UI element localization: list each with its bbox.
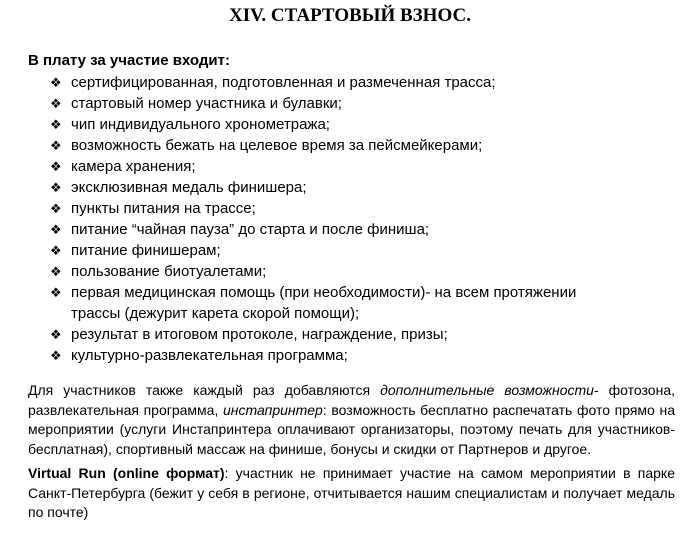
list-item [0, 261, 611, 282]
list-item [0, 177, 611, 198]
diamond-bullet-icon: ❖ [50, 222, 62, 237]
list-item [0, 135, 611, 156]
diamond-bullet-icon: ❖ [50, 180, 62, 195]
list-item [0, 198, 611, 219]
list-item-text: питание финишерам; [71, 242, 221, 259]
list-item-text: результат в итоговом протоколе, награждение, призы; [71, 326, 448, 343]
list-item-text: пункты питания на трассе; [71, 200, 256, 217]
list-item-text: стартовый номер участника и булавки; [71, 95, 342, 112]
diamond-bullet-icon: ❖ [50, 96, 62, 111]
list-item [0, 93, 611, 114]
diamond-bullet-icon: ❖ [50, 327, 62, 342]
diamond-bullet-icon: ❖ [50, 75, 62, 90]
includes-list [0, 72, 700, 366]
list-item [0, 282, 611, 324]
includes-title: В плату за участие входит: [28, 52, 230, 69]
list-item [0, 240, 611, 261]
virtual-run-label: Virtual Run (online формат) [28, 465, 225, 481]
list-item [0, 324, 611, 345]
extra-emphasis-2: инстапринтер [223, 401, 323, 418]
diamond-bullet-icon: ❖ [50, 264, 62, 279]
diamond-bullet-icon: ❖ [50, 117, 62, 132]
list-item [0, 156, 611, 177]
extra-text-1: Для участников также каждый раз добавляются [28, 382, 381, 398]
list-item [0, 219, 611, 240]
diamond-bullet-icon: ❖ [50, 201, 62, 216]
list-item-text: пользование биотуалетами; [71, 263, 267, 280]
extra-text-2: - фотозона, развлекательная программа, [28, 382, 675, 418]
section-heading: XIV. СТАРТОВЫЙ ВЗНОС. [229, 5, 471, 26]
list-item-text: камера хранения; [71, 158, 196, 175]
diamond-bullet-icon: ❖ [50, 285, 62, 300]
extra-emphasis-1: дополнительные возможности [380, 382, 594, 398]
list-item [0, 72, 611, 93]
diamond-bullet-icon: ❖ [50, 243, 62, 258]
list-item-text: чип индивидуального хронометража; [71, 116, 330, 133]
diamond-bullet-icon: ❖ [50, 159, 62, 174]
virtual-run-text: : участник не принимает участие на самом мероприятии в парке Санкт-Петербурга (бежит у себя в регионе, отчитывается нашим специалистам и получает медаль по почте) [28, 465, 675, 520]
list-item-text: питание “чайная пауза” до старта и после финиша; [71, 221, 430, 238]
list-item [0, 345, 611, 366]
extra-text-3: : возможность бесплатно распечатать фото прямо на мероприятии (услуги Инстапринтера оплачивают организаторы, поэтому печать для участников-бесплатная), спортивный массаж на финише, бонусы и скидки от Партнеров и другое. [28, 401, 675, 457]
list-item-text: культурно-развлекательная программа; [71, 347, 348, 364]
extra-options-paragraph [28, 381, 675, 459]
list-item-text: эксклюзивная медаль финишера; [71, 179, 307, 196]
list-item [0, 114, 611, 135]
virtual-run-paragraph [28, 464, 675, 523]
diamond-bullet-icon: ❖ [50, 348, 62, 363]
list-item-text: возможность бежать на целевое время за пейсмейкерами; [71, 137, 483, 154]
diamond-bullet-icon: ❖ [50, 138, 62, 153]
list-item-text: сертифицированная, подготовленная и размеченная трасса; [71, 74, 496, 91]
list-item-text: первая медицинская помощь (при необходимости)- на всем протяжении трассы (дежурит карета скорой помощи); [71, 284, 577, 322]
